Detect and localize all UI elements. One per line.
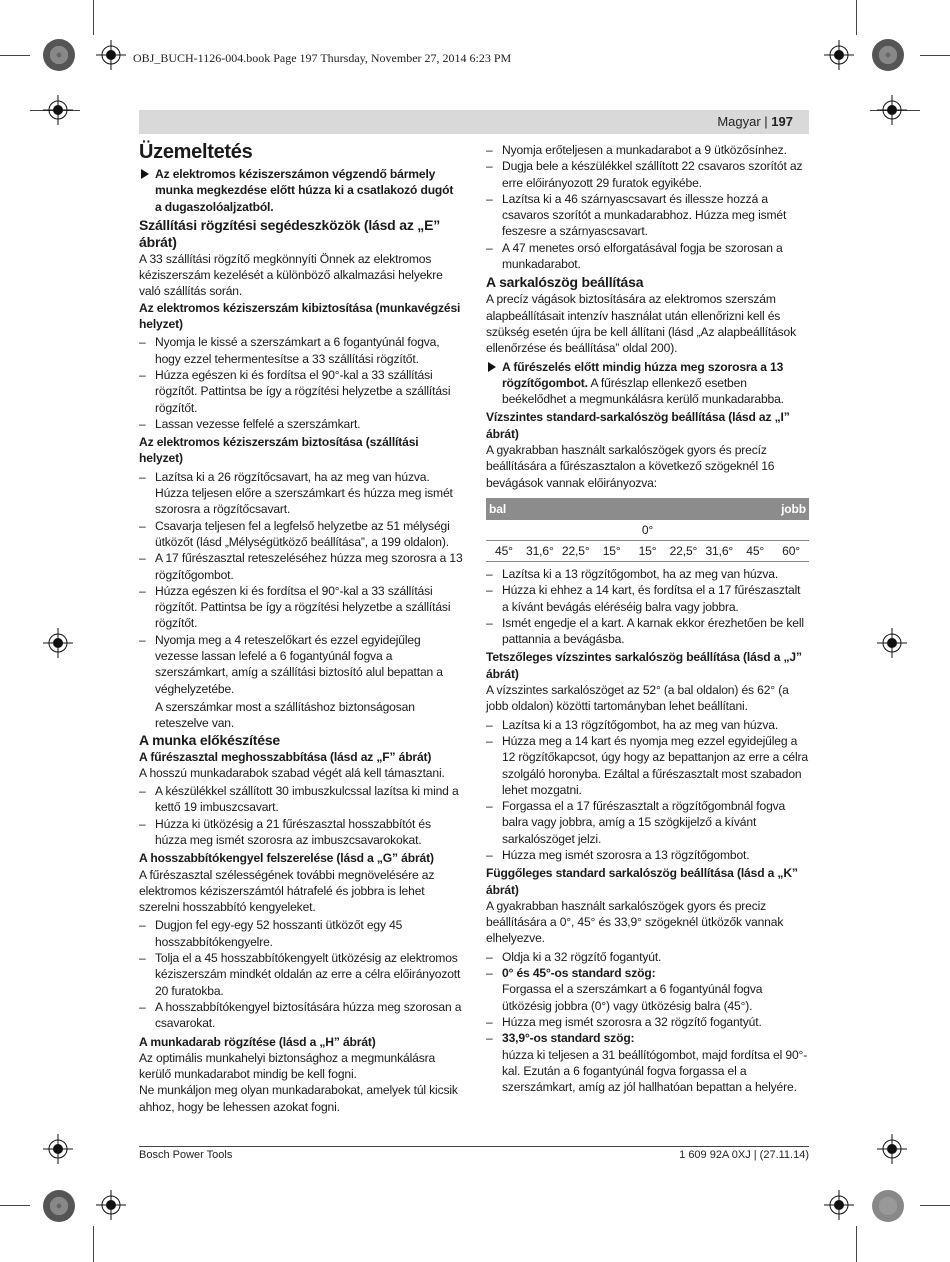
warning-triangle-icon xyxy=(141,169,149,179)
color-ring-mark xyxy=(872,39,904,71)
list-item: – Húzza egészen ki és fordítsa el 90°-kal a 33 szállítási rögzítőt. Pattintsa be így a rögzítési helyzetbe a szállítási rögzítőt. xyxy=(139,367,463,416)
list-item: – Húzza meg ismét szorosra a 13 rögzítőgombot. xyxy=(486,847,809,863)
color-ring-mark xyxy=(872,1190,904,1222)
right-label: jobb xyxy=(781,501,806,516)
note: A szerszámkar most a szállításhoz biztonságosan reteszelve van. xyxy=(155,699,415,731)
subsection-heading: A fűrészasztal meghosszabbítása (lásd az „F” ábrát) xyxy=(139,749,432,764)
registration-mark-icon xyxy=(96,40,126,70)
footer-doc-number: 1 609 92A 0XJ | (27.11.14) xyxy=(679,1149,809,1161)
crop-mark xyxy=(856,1226,857,1262)
list-item: – Lassan vezesse felfelé a szerszámkart. xyxy=(139,416,463,432)
paragraph: A gyakrabban használt sarkalószögek gyors és precíz beállítására a fűrészasztalon a következő szögeknél 16 bevágások vannak előirányozva: xyxy=(486,443,775,490)
subsection-heading: Függőleges standard sarkalószög beállítása (lásd a „K” ábrát) xyxy=(486,866,798,897)
subsection-heading: Az elektromos kéziszerszám biztosítása (szállítási helyzet) xyxy=(139,435,419,466)
left-label: bal xyxy=(489,501,507,516)
safety-warning: A fűrészelés előtt mindig húzza meg szorosra a 13 rögzítőgombot. A fűrészlap ellenkező esetben beékelődhet a megmunkálásra kerülő munkadarabba. xyxy=(486,359,809,408)
paragraph: A vízszintes sarkalószöget az 52° (a bal oldalon) és 62° (a jobb oldalon) közötti tartományban lehet beállítani. xyxy=(486,683,789,714)
angle-cell: 22,5° xyxy=(669,543,698,558)
registration-mark-icon xyxy=(43,95,73,125)
subsection-heading: Az elektromos kéziszerszám kibiztosítása (munkavégzési helyzet) xyxy=(139,300,461,332)
crop-mark xyxy=(93,1226,94,1262)
list-item: – Ismét engedje el a kart. A karnak ekkor érezhetően be kell pattannia a bevágásba. xyxy=(486,615,809,648)
crop-mark xyxy=(920,1205,950,1206)
step-list xyxy=(139,469,463,697)
list-item: – Lazítsa ki a 13 rögzítőgombot, ha az meg van húzva. xyxy=(486,566,809,582)
paragraph: Ne munkáljon meg olyan munkadarabokat, amelyek túl kicsik ahhoz, hogy be lehessen azokat fogni. xyxy=(139,1083,458,1114)
crop-mark xyxy=(0,55,30,56)
crop-mark xyxy=(920,55,950,56)
step-list xyxy=(486,717,809,864)
list-item: – 33,9°-os standard szög: húzza ki teljesen a 31 beállítógombot, majd fordítsa el 90°-kal. Ezután a 6 fogantyúnál fogva forgassa el a szerszámkart, amíg az jól hallhatóan bepattan a helyére. xyxy=(486,1030,809,1095)
paragraph: A fűrészasztal szélességének további megnövelésére az elektromos kéziszerszámtól hátrafelé és jobbra is lehet szerelni hosszabbító kengyeleket. xyxy=(139,867,435,915)
step-list xyxy=(139,334,463,432)
paragraph: Az optimális munkahelyi biztonsághoz a megmunkálásra kerülő munkadarabot mindig be kell fogni. xyxy=(139,1050,436,1082)
angle-cell: 15° xyxy=(638,543,657,558)
list-item: – 0° és 45°-os standard szög: Forgassa el a szerszámkart a 6 fogantyúnál fogva ütközésig jobbra (0°) vagy ütközésig balra (45°). xyxy=(486,965,809,1014)
paragraph: A hosszú munkadarabok szabad végét alá kell támasztani. xyxy=(139,765,445,780)
list-item: – Húzza ki ehhez a 14 kart, és fordítsa el a 17 fűrészasztalt a kívánt bevágás eléréséig balra vagy jobbra. xyxy=(486,582,809,615)
crop-mark xyxy=(93,0,94,35)
angle-row xyxy=(486,541,809,562)
list-item: – Tolja el a 45 hosszabbítókengyelt ütközésig az elektromos kéziszerszám mindkét oldalán az erre a célra előirányozott 20 furatokba. xyxy=(139,950,463,999)
crop-mark xyxy=(856,0,857,35)
right-column xyxy=(486,140,809,1097)
angle-table-header xyxy=(486,498,809,520)
list-item: – Nyomja le kissé a szerszámkart a 6 fogantyúnál fogva, hogy ezzel tehermentesítse a 33 szállítási rögzítőt. xyxy=(139,334,463,367)
paragraph: A 33 szállítási rögzítő megkönnyíti Önnek az elektromos kéziszerszám kezelését a különböző alkalmazási helyekre való szállítás során. xyxy=(139,251,443,299)
registration-mark-icon xyxy=(43,1134,73,1164)
registration-mark-icon xyxy=(877,95,907,125)
list-item: – Oldja ki a 32 rögzítő fogantyút. xyxy=(486,949,809,965)
registration-mark-icon xyxy=(96,1190,126,1220)
subsection-heading: Vízszintes standard-sarkalószög beállítása (lásd az „I” ábrát) xyxy=(486,410,790,441)
step-list xyxy=(486,949,809,1096)
angle-cell: 15° xyxy=(602,543,621,558)
angle-table xyxy=(486,498,809,562)
list-item: – Nyomja erőteljesen a munkadarabot a 9 ütközősínhez. xyxy=(486,142,809,158)
list-item: – Forgassa el a 17 fűrészasztalt a rögzítőgombnál fogva balra vagy jobbra, amíg a 15 szögkijelző a kívánt sarkalószöget jelzi. xyxy=(486,798,809,847)
list-item: – Lazítsa ki a 13 rögzítőgombot, ha az meg van húzva. xyxy=(486,717,809,733)
subsection-heading: A hosszabbítókengyel felszerelése (lásd a „G” ábrát) xyxy=(139,851,434,866)
running-header xyxy=(139,110,809,134)
step-list xyxy=(139,783,463,848)
section-heading: Szállítási rögzítési segédeszközök (lásd az „E” ábrát) xyxy=(139,216,441,250)
paragraph: A gyakrabban használt sarkalószögek gyors és preciz beállítására a 0°, 45° és 33,9° szögeknél ütközők vannak elhelyezve. xyxy=(486,898,784,946)
list-item: – Nyomja meg a 4 reteszelőkart és ezzel egyidejűleg vezesse lassan lefelé a 6 fogantyúnál fogva a szerszámkart, amíg a szállítási biztosító alul bepattan a véghelyzetébe. xyxy=(139,632,463,697)
list-item: – A 47 menetes orsó elforgatásával fogja be szorosan a munkadarabot. xyxy=(486,240,809,273)
angle-cell: 45° xyxy=(746,543,765,558)
page-title: Üzemeltetés xyxy=(139,141,253,163)
step-list xyxy=(139,917,463,1031)
angle-cell: 45° xyxy=(495,543,513,558)
safety-warning: Az elektromos kéziszerszámon végzendő bármely munka megkezdése előtt húzza ki a csatlakozó dugót a dugaszolóaljzatból. xyxy=(139,166,463,215)
registration-mark-icon xyxy=(877,628,907,658)
angle-cell: 22,5° xyxy=(561,543,590,558)
list-item: – Húzza meg a 14 kart és nyomja meg ezzel egyidejűleg a 12 rögzítőkapcsot, úgy hogy az bepattanjon az erre a célra szolgáló horonyba. Ezáltal a fűrészasztalt most szabadon lehet mozgatni. xyxy=(486,733,809,798)
registration-mark-icon xyxy=(43,628,73,658)
step-list xyxy=(486,566,809,647)
list-item: – Dugjon fel egy-egy 52 hosszanti ütközőt egy 45 hosszabbítókengyelre. xyxy=(139,917,463,950)
registration-mark-icon xyxy=(824,40,854,70)
list-item: – Lazítsa ki a 46 szárnyascsavart és illessze hozzá a csavaros szorítót a munkadarabhoz. Húzza meg ismét feszesre a szárnyascsavart. xyxy=(486,191,809,240)
warning-triangle-icon xyxy=(488,362,496,372)
footer-rule xyxy=(139,1146,809,1147)
color-ring-mark xyxy=(43,39,75,71)
paragraph: A precíz vágások biztosítására az elektromos szerszám alapbeállításait intenzív használat után ellenőrizni kell és szükség esetén újra be kell állítani (lásd „Az alapbeállítások ellenőrzése és beállítása” oldal 200). xyxy=(486,292,797,356)
subsection-heading: Tetszőleges vízszintes sarkalószög beállítása (lásd a „J” ábrát) xyxy=(486,650,802,681)
registration-mark-icon xyxy=(877,1134,907,1164)
angle-cell: 31,6° xyxy=(705,543,734,558)
section-heading: A sarkalószög beállítása xyxy=(486,274,644,291)
subsection-heading: A munkadarab rögzítése (lásd a „H” ábrát) xyxy=(139,1034,376,1049)
list-item: – Lazítsa ki a 26 rögzítőcsavart, ha az meg van húzva. Húzza teljesen előre a szerszámkart és húzza meg ismét szorosra a rögzítőcsavart. xyxy=(139,469,463,518)
registration-mark-icon xyxy=(824,1190,854,1220)
list-item: – A 17 fűrészasztal reteszeléséhez húzza meg szorosra a 13 rögzítőgombot. xyxy=(139,550,463,583)
list-item: – Húzza ki ütközésig a 21 fűrészasztal hosszabbítót és húzza meg ismét szorosra az imbuszcsavarokokat. xyxy=(139,816,463,849)
angle-cell: 31,6° xyxy=(526,543,554,558)
list-item: – Dugja bele a készülékkel szállított 22 csavaros szorítót az erre előirányozott 29 furatok egyikébe. xyxy=(486,158,809,191)
left-column xyxy=(139,140,463,1115)
list-item: – Csavarja teljesen fel a legfelső helyzetbe az 51 mélységi ütközőt (lásd „Mélységütköző beállítása”, a 199 oldalon). xyxy=(139,518,463,551)
angle-cell: 60° xyxy=(782,543,800,558)
color-ring-mark xyxy=(43,1190,75,1222)
list-item: – Húzza meg ismét szorosra a 32 rögzítő fogantyút. xyxy=(486,1014,809,1030)
print-slug: OBJ_BUCH-1126-004.book Page 197 Thursday, November 27, 2014 6:23 PM xyxy=(133,51,512,65)
list-item: – Húzza egészen ki és fordítsa el 90°-kal a 33 szállítási rögzítőt. Pattintsa be így a rögzítési helyzetbe a szállítási rögzítőt. xyxy=(139,583,463,632)
footer-brand: Bosch Power Tools xyxy=(139,1149,233,1161)
step-list xyxy=(486,142,809,272)
section-heading: A munka előkészítése xyxy=(139,731,280,748)
list-item: – A készülékkel szállított 30 imbuszkulcssal lazítsa ki mind a kettő 19 imbuszcsavart. xyxy=(139,783,463,816)
list-item: – A hosszabbítókengyel biztosítására húzza meg szorosan a csavarokat. xyxy=(139,999,463,1032)
page-number: Magyar | 197 xyxy=(717,114,793,129)
crop-mark xyxy=(0,1205,30,1206)
zero-angle-cell: 0° xyxy=(486,520,809,541)
